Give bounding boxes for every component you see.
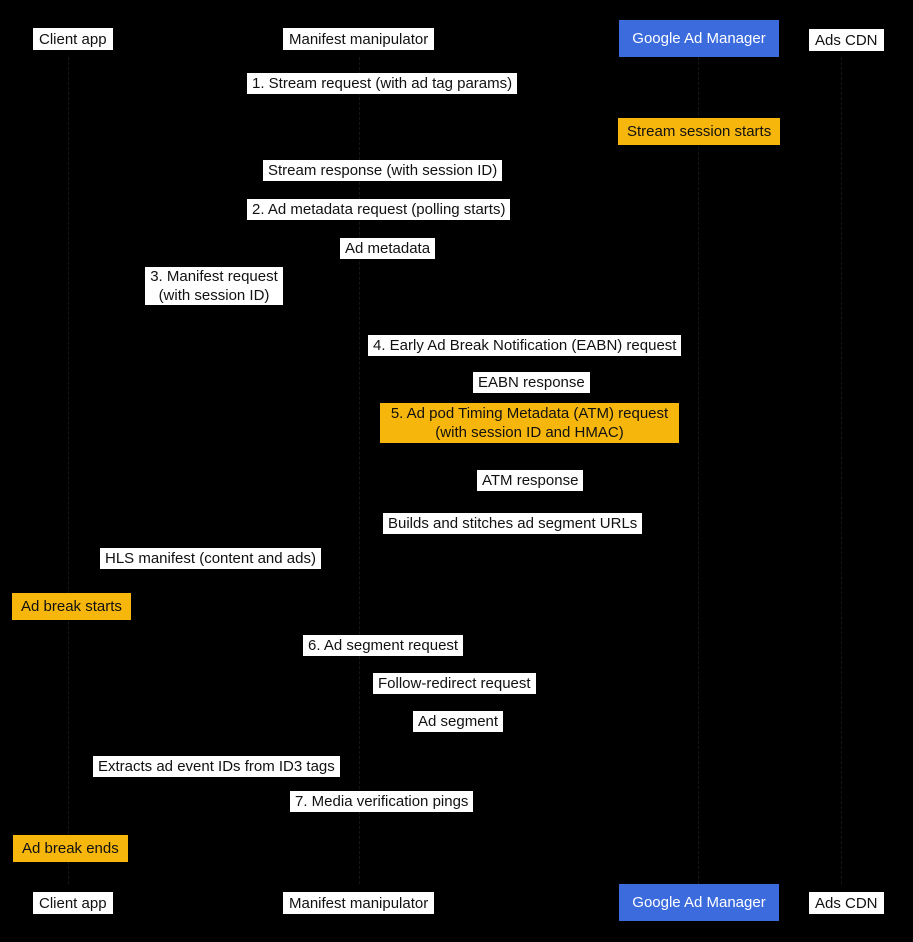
- msg-ad-segment: Ad segment: [413, 711, 503, 732]
- msg-eabn-request: 4. Early Ad Break Notification (EABN) request: [368, 335, 681, 356]
- note-ad-break-ends: Ad break ends: [13, 835, 128, 862]
- lifeline-ads-cdn: [841, 57, 842, 884]
- msg-ad-metadata-request: 2. Ad metadata request (polling starts): [247, 199, 510, 220]
- msg-follow-redirect-request: Follow-redirect request: [373, 673, 536, 694]
- msg-stream-response: Stream response (with session ID): [263, 160, 502, 181]
- participant-client-app-bottom: Client app: [33, 892, 113, 914]
- msg-atm-response: ATM response: [477, 470, 583, 491]
- msg-manifest-request-line1: 3. Manifest request: [150, 268, 278, 285]
- msg-ad-metadata: Ad metadata: [340, 238, 435, 259]
- msg-stream-request: 1. Stream request (with ad tag params): [247, 73, 517, 94]
- participant-google-ad-manager-bottom: Google Ad Manager: [619, 884, 779, 921]
- note-stream-session-starts: Stream session starts: [618, 118, 780, 145]
- participant-ads-cdn-bottom: Ads CDN: [809, 892, 884, 914]
- lifeline-manifest-manipulator: [359, 57, 360, 884]
- note-atm-request-line2: (with session ID and HMAC): [435, 424, 624, 441]
- msg-manifest-request: [145, 267, 283, 305]
- msg-ad-segment-request: 6. Ad segment request: [303, 635, 463, 656]
- msg-manifest-request-line2: (with session ID): [158, 287, 270, 304]
- msg-eabn-response: EABN response: [473, 372, 590, 393]
- participant-google-ad-manager-top: Google Ad Manager: [619, 20, 779, 57]
- participant-client-app-top: Client app: [33, 28, 113, 50]
- msg-extracts-id3: Extracts ad event IDs from ID3 tags: [93, 756, 340, 777]
- msg-hls-manifest: HLS manifest (content and ads): [100, 548, 321, 569]
- participant-manifest-manipulator-top: Manifest manipulator: [283, 28, 434, 50]
- note-atm-request: [380, 403, 679, 443]
- lifeline-google-ad-manager: [698, 57, 699, 884]
- note-atm-request-line1: 5. Ad pod Timing Metadata (ATM) request: [390, 405, 669, 422]
- participant-ads-cdn-top: Ads CDN: [809, 29, 884, 51]
- note-ad-break-starts: Ad break starts: [12, 593, 131, 620]
- lifeline-client-app: [68, 57, 69, 884]
- msg-builds-stitches: Builds and stitches ad segment URLs: [383, 513, 642, 534]
- participant-manifest-manipulator-bottom: Manifest manipulator: [283, 892, 434, 914]
- msg-media-verification-pings: 7. Media verification pings: [290, 791, 473, 812]
